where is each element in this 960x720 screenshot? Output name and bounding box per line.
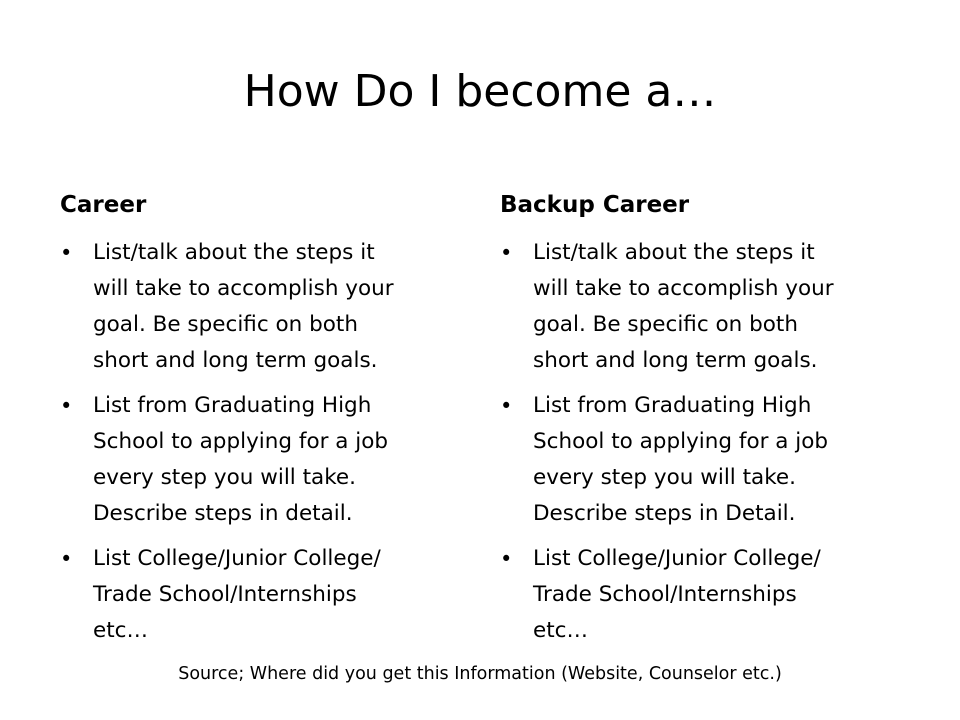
career-column xyxy=(60,187,460,658)
bullet-line: every step you will take. xyxy=(93,465,356,490)
bullet-icon: • xyxy=(60,394,73,418)
backup-bullet-college xyxy=(500,541,900,649)
career-bullet-list xyxy=(60,235,460,649)
bullet-line: School to applying for a job xyxy=(93,429,389,454)
backup-bullet-steps xyxy=(500,235,900,379)
backup-career-bullet-list xyxy=(500,235,900,649)
career-bullet-graduating xyxy=(60,388,460,532)
bullet-icon: • xyxy=(500,547,513,571)
bullet-icon: • xyxy=(60,547,73,571)
bullet-icon: • xyxy=(500,394,513,418)
bullet-line: School to applying for a job xyxy=(533,429,829,454)
slide-title: How Do I become a… xyxy=(243,66,717,117)
bullet-line: goal. Be specific on both xyxy=(533,312,798,337)
bullet-line: every step you will take. xyxy=(533,465,796,490)
backup-career-column xyxy=(500,187,900,658)
bullet-line: etc… xyxy=(93,618,148,643)
bullet-line: List from Graduating High xyxy=(93,393,372,418)
bullet-line: Describe steps in Detail. xyxy=(533,501,796,526)
backup-bullet-graduating xyxy=(500,388,900,532)
bullet-line: Describe steps in detail. xyxy=(93,501,353,526)
bullet-line: short and long term goals. xyxy=(93,348,378,373)
bullet-line: will take to accomplish your xyxy=(533,276,834,301)
career-bullet-college xyxy=(60,541,460,649)
bullet-icon: • xyxy=(500,241,513,265)
bullet-line: List/talk about the steps it xyxy=(93,240,375,265)
bullet-line: goal. Be specific on both xyxy=(93,312,358,337)
bullet-icon: • xyxy=(60,241,73,265)
source-note: Source; Where did you get this Information (Website, Counselor etc.) xyxy=(178,664,782,684)
bullet-line: Trade School/Internships xyxy=(93,582,357,607)
bullet-line: will take to accomplish your xyxy=(93,276,394,301)
bullet-line: Trade School/Internships xyxy=(533,582,797,607)
bullet-line: List from Graduating High xyxy=(533,393,812,418)
bullet-line: short and long term goals. xyxy=(533,348,818,373)
career-heading: Career xyxy=(60,192,147,218)
career-bullet-steps xyxy=(60,235,460,379)
bullet-line: List College/Junior College/ xyxy=(93,546,381,571)
backup-career-heading: Backup Career xyxy=(500,192,690,218)
bullet-line: List/talk about the steps it xyxy=(533,240,815,265)
bullet-line: List College/Junior College/ xyxy=(533,546,821,571)
bullet-line: etc… xyxy=(533,618,588,643)
